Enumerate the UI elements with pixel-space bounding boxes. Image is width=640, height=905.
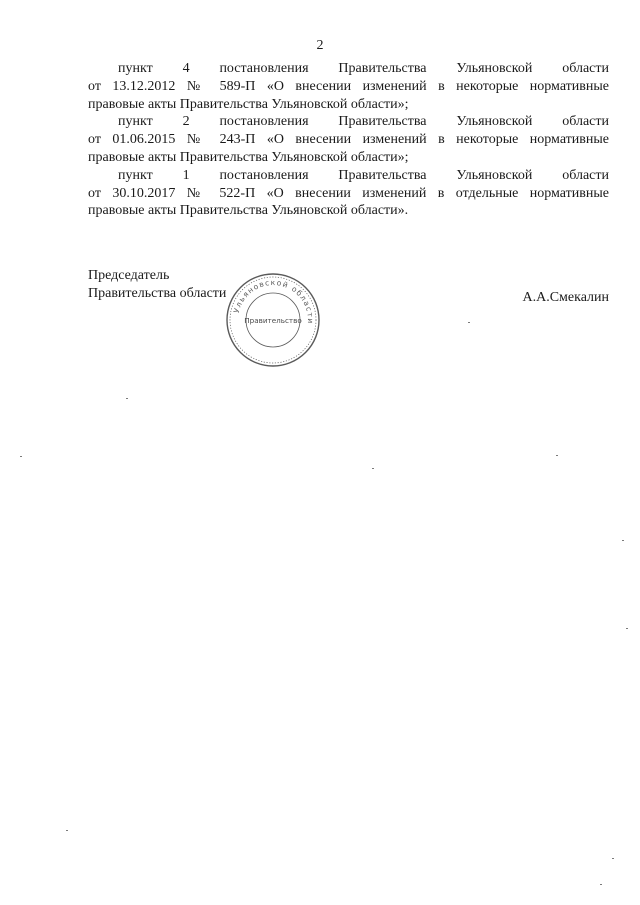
signatory-title-line-2: Правительства области [88, 286, 227, 301]
scan-speck [126, 398, 128, 399]
stamp-center-text: Правительство [244, 316, 302, 325]
clause-2 [88, 113, 609, 166]
clause-3 [88, 167, 609, 220]
scan-speck [372, 468, 374, 469]
scan-speck [612, 858, 614, 859]
scan-speck [66, 830, 68, 831]
stamp-ring-text: Ульяновской области [231, 277, 316, 325]
clause-3-line-1: пункт 1 постановления Правительства Ульяновской области [118, 167, 609, 183]
scan-speck [556, 455, 558, 456]
official-stamp [224, 271, 322, 369]
clause-list [88, 60, 609, 220]
clause-3-line-2: от 30.10.2017 № 522-П «О внесении изменений в отдельные нормативные [88, 185, 609, 201]
clause-2-line-2: от 01.06.2015 № 243-П «О внесении изменений в некоторые нормативные [88, 132, 609, 148]
scan-speck [468, 322, 470, 323]
scan-speck [626, 628, 628, 629]
clause-1-line-1: пункт 4 постановления Правительства Ульяновской области [118, 61, 609, 76]
scan-speck [20, 456, 22, 457]
clause-2-line-1: пункт 2 постановления Правительства Ульяновской области [118, 114, 609, 130]
stamp-seal-icon [224, 271, 322, 369]
clause-1 [88, 60, 609, 113]
signature-block [88, 267, 609, 303]
clause-3-line-3: правовые акты Правительства Ульяновской области». [88, 203, 409, 219]
clause-1-line-2: от 13.12.2012 № 589-П «О внесении изменений в некоторые нормативные [88, 78, 609, 94]
scan-speck [622, 540, 624, 541]
signatory-title-line-1: Председатель [88, 268, 170, 283]
signatory-name: А.А.Смекалин [522, 290, 609, 305]
clause-1-line-3: правовые акты Правительства Ульяновской области»; [88, 96, 409, 112]
clause-2-line-3: правовые акты Правительства Ульяновской области»; [88, 149, 409, 165]
scan-speck [600, 884, 602, 885]
page-number: 2 [316, 38, 324, 53]
